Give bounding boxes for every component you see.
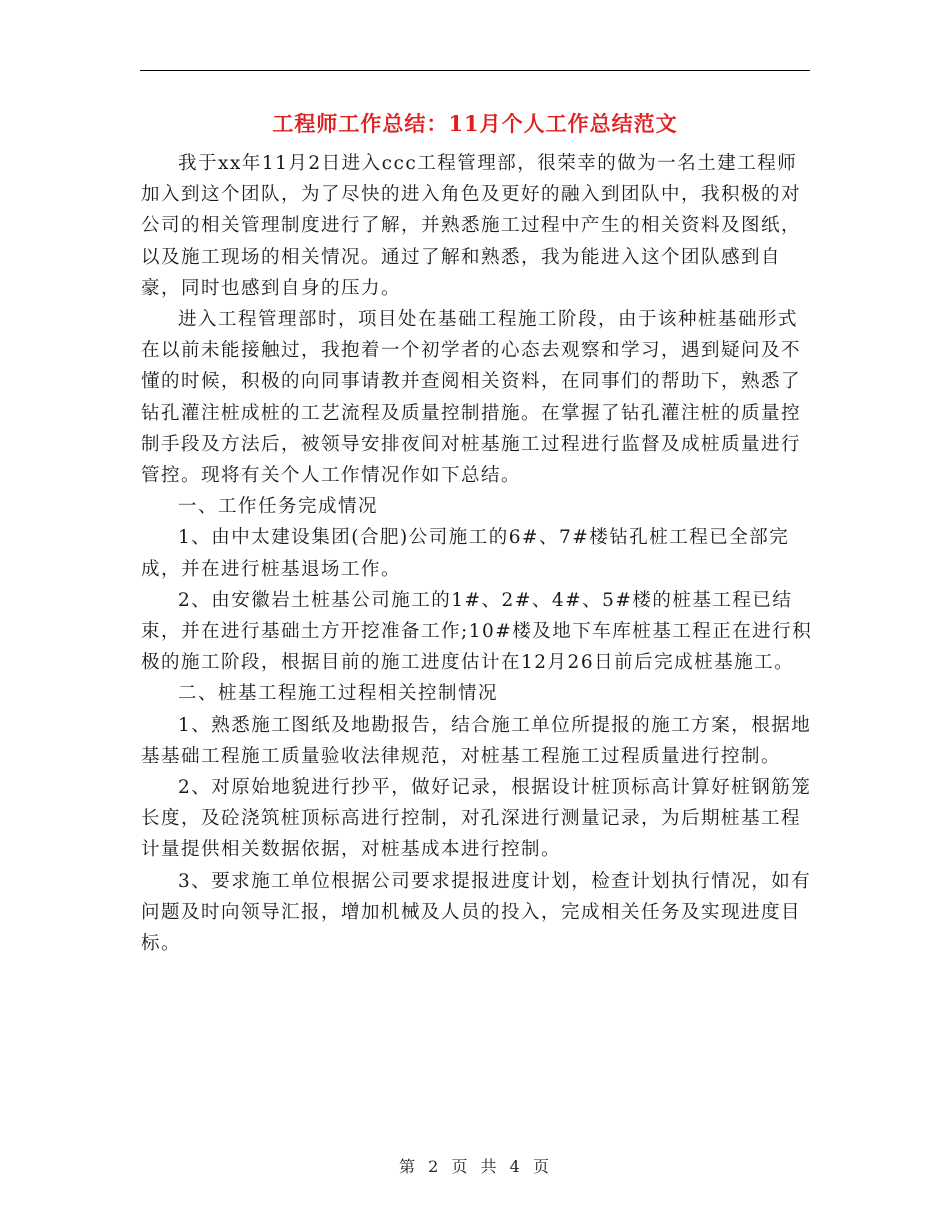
document-body (141, 148, 817, 959)
page-footer (0, 1154, 950, 1177)
task-item-2: 2、由安徽岩土桩基公司施工的1#、2#、4#、5#楼的桩基工程已结束，并在进行基础土方开挖准备工作;10#楼及地下车库桩基工程正在进行积极的施工阶段，根据目前的施工进度估计在12月26日前后完成桩基施工。 (141, 589, 813, 674)
task-item-1: 1、由中太建设集团(合肥)公司施工的6#、7#楼钻孔桩工程已全部完成，并在进行桩基退场工作。 (141, 527, 790, 580)
document-title: 工程师工作总结：11月个人工作总结范文 (272, 111, 678, 136)
section-heading-task-completion: 一、工作任务完成情况 (178, 496, 379, 518)
control-item-3: 3、要求施工单位根据公司要求提报进度计划，检查计划执行情况，如有问题及时向领导汇报，增加机械及人员的投入，完成相关任务及实现进度目标。 (141, 870, 812, 955)
paragraph-intro: 我于xx年11月2日进入ccc工程管理部，很荣幸的做为一名土建工程师加入到这个团队，为了尽快的进入角色及更好的融入到团队中，我积极的对公司的相关管理制度进行了解，并熟悉施工过程中产生的相关资料及图纸，以及施工现场的相关情况。通过了解和熟悉，我为能进入这个团队感到自豪，同时也感到自身的压力。 (141, 153, 802, 299)
control-item-2: 2、对原始地貌进行抄平，做好记录，根据设计桩顶标高计算好桩钢筋笼长度，及砼浇筑桩顶标高进行控制，对孔深进行测量记录，为后期桩基工程计量提供相关数据依据，对桩基成本进行控制。 (141, 777, 812, 861)
footer-prefix: 第 (399, 1157, 418, 1176)
section-heading-control: 二、桩基工程施工过程相关控制情况 (178, 683, 499, 705)
control-item-1: 1、熟悉施工图纸及地勘报告，结合施工单位所提报的施工方案，根据地基基础工程施工质量验收法律规范，对桩基工程施工过程质量进行控制。 (141, 714, 812, 767)
footer-suffix: 页 (532, 1157, 551, 1176)
page-number: 2 (428, 1157, 441, 1176)
page-total: 4 (509, 1157, 522, 1176)
paragraph-joining: 进入工程管理部时，项目处在基础工程施工阶段，由于该种桩基础形式在以前未能接触过，我抱着一个初学者的心态去观察和学习，遇到疑问及不懂的时候，积极的向同事请教并查阅相关资料，在同事们的帮助下，熟悉了钻孔灌注桩成桩的工艺流程及质量控制措施。在掌握了钻孔灌注桩的质量控制手段及方法后，被领导安排夜间对桩基施工过程进行监督及成桩质量进行管控。现将有关个人工作情况作如下总结。 (141, 309, 802, 487)
footer-mid1: 页 (451, 1157, 470, 1176)
footer-mid2: 共 (480, 1157, 499, 1176)
header-rule (140, 70, 810, 71)
